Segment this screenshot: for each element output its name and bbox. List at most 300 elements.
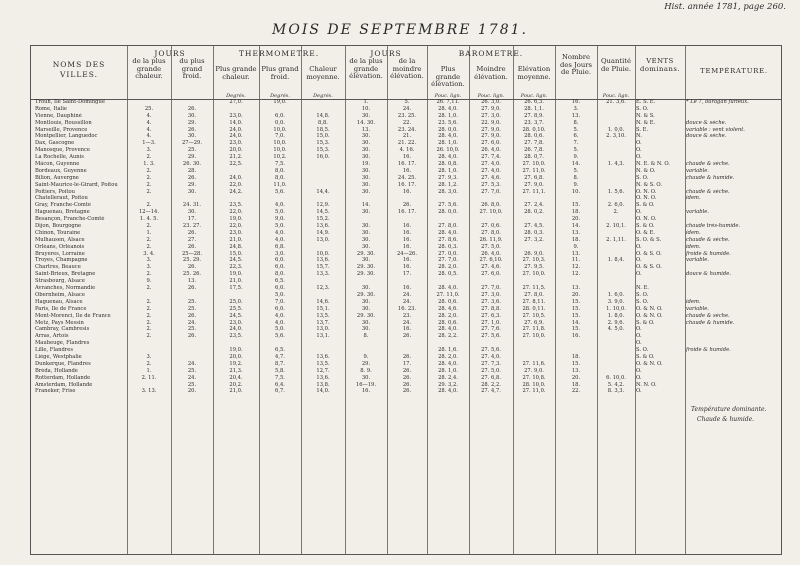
- cell-p2: 27. 9,0.: [481, 105, 501, 112]
- cell-t3: 15,7.: [316, 264, 330, 271]
- cell-w: S. O.: [636, 298, 649, 305]
- cell-t2: 8,0.: [275, 167, 285, 174]
- cell-v: Liège, Westphalie: [35, 353, 82, 360]
- table-row: [31, 161, 781, 168]
- cell-p1: 28. 2,0.: [438, 312, 458, 319]
- cell-n: 8.: [573, 174, 579, 181]
- cell-b2: 16.: [402, 326, 412, 333]
- cell-j2: 26.: [187, 105, 197, 112]
- cell-v: Obernheim, Alsace: [35, 291, 85, 298]
- cell-p1: 26. 10,0.: [436, 147, 460, 154]
- cell-p3: 23. 3,7.: [524, 119, 544, 126]
- cell-t1: 20,2.: [229, 381, 243, 388]
- cell-j2: 25. 26.: [182, 271, 202, 278]
- cell-t3: 13,6.: [316, 353, 330, 360]
- cell-p1: 28. 2,2.: [438, 333, 458, 340]
- page-header-note: Hist. année 1781, page 260.: [664, 2, 786, 12]
- cell-v: Rotterdam, Hollande: [35, 374, 91, 381]
- cell-v: Saint-Brieux, Bretagne: [35, 271, 96, 278]
- cell-v: Avranches, Normandie: [35, 285, 96, 292]
- cell-t1: 22,0.: [229, 181, 243, 188]
- cell-te: chaude & humide.: [686, 174, 735, 181]
- cell-q: 1. 4,3.: [607, 161, 625, 168]
- cell-n: 20.: [571, 291, 581, 298]
- cell-p2: 27. 7,6.: [481, 326, 501, 333]
- table-row: [31, 354, 781, 361]
- cell-b1: 1.: [363, 99, 369, 105]
- cell-p3: 27. 3,2.: [524, 236, 544, 243]
- cell-t3: 10,0.: [316, 250, 330, 257]
- cell-t3: 13,3.: [316, 271, 330, 278]
- cell-b1: 16.: [361, 388, 371, 395]
- cell-p2: 27. 3,6.: [481, 298, 501, 305]
- cell-b2: 26.: [402, 388, 412, 395]
- cell-p2: 26. 4,0.: [481, 147, 501, 154]
- cell-j1: 3.: [146, 264, 152, 271]
- cell-p1: 28. 1,2.: [438, 181, 458, 188]
- cell-w: N. & S. O.: [636, 181, 663, 188]
- cell-t2: 4,0.: [275, 229, 285, 236]
- cell-t1: 17,5.: [229, 285, 243, 292]
- cell-n: 18.: [571, 353, 581, 360]
- cell-t1: 23,0.: [229, 140, 243, 147]
- cell-p1: 28. 1,0.: [438, 367, 458, 374]
- cell-b1: 13.: [361, 126, 371, 133]
- table-row: [31, 264, 781, 271]
- weather-table: [30, 45, 782, 555]
- cell-t1: 24,0.: [229, 133, 243, 140]
- cell-j1: 3. 13.: [141, 388, 157, 395]
- cell-b1: 29. 30.: [356, 291, 376, 298]
- cell-t2: 6,0.: [275, 285, 285, 292]
- cell-j2: 29.: [187, 154, 197, 161]
- cell-n: 7.: [573, 140, 579, 147]
- cell-q: 1. 10,0.: [606, 305, 626, 312]
- cell-b2: 16.: [402, 167, 412, 174]
- cell-j2: 24. 31.: [182, 202, 202, 209]
- cell-p1: 28. 2,0.: [438, 353, 458, 360]
- cell-w: O.: [636, 257, 642, 264]
- cell-t2: 10,0.: [273, 126, 287, 133]
- cell-t2: 10,0.: [273, 140, 287, 147]
- cell-p3: 27. 2,4.: [524, 202, 544, 209]
- cell-te: douce & sèche.: [686, 133, 727, 140]
- cell-v: Manosque, Provence: [35, 147, 90, 154]
- cell-w: O.: [636, 209, 642, 216]
- cell-j1: 4.: [146, 119, 152, 126]
- cell-v: La Rochelle, Aunis: [35, 154, 84, 161]
- cell-j2: 30.: [187, 188, 197, 195]
- cell-v: Haguenau, Alsace: [35, 298, 83, 305]
- cell-q: 21. 3,6.: [606, 99, 626, 105]
- cell-j2: 30.: [187, 112, 197, 119]
- cell-p2: 27. 6,8.: [481, 374, 501, 381]
- cell-n: 13.: [571, 112, 581, 119]
- cell-p1: 28. 1,0.: [438, 167, 458, 174]
- cell-t1: 21,0.: [229, 236, 243, 243]
- cell-p2: 27. 5,3.: [481, 181, 501, 188]
- cell-b2: 26.: [402, 353, 412, 360]
- cell-b2: 26.: [402, 374, 412, 381]
- cell-n: 9.: [573, 243, 579, 250]
- cell-b2: 23. 24.: [397, 126, 417, 133]
- cell-te: chaude très-humide.: [686, 223, 741, 230]
- cell-b1: 30.: [361, 154, 371, 161]
- cell-j1: 4.: [146, 133, 152, 140]
- cell-p2: 27. 5,6.: [481, 333, 501, 340]
- cell-b1: 30.: [361, 174, 371, 181]
- cell-j1: 2.: [146, 326, 152, 333]
- cell-p3: 27. 10,5.: [522, 312, 546, 319]
- cell-n: 6.: [573, 133, 579, 140]
- cell-b1: 30.: [361, 133, 371, 140]
- cell-t1: 19,0.: [229, 216, 243, 223]
- cell-j2: 29.: [187, 119, 197, 126]
- cell-j2: 29.: [187, 181, 197, 188]
- cell-j2: 24.: [187, 374, 197, 381]
- cell-b2: 16. 17.: [397, 209, 417, 216]
- table-row: [31, 202, 781, 209]
- cell-b1: 16—19.: [355, 381, 377, 388]
- cell-n: 5.: [573, 126, 579, 133]
- cell-t2: 4,0.: [275, 202, 285, 209]
- cell-n: 5.: [573, 147, 579, 154]
- cell-j2: 26.: [187, 333, 197, 340]
- cell-v: Strasbourg, Alsace: [35, 278, 85, 285]
- cell-t2: 6,8.: [275, 243, 285, 250]
- cell-j1: 1.: [146, 367, 152, 374]
- cell-t2: 7,5.: [275, 374, 285, 381]
- cell-t1: 22,3.: [229, 264, 243, 271]
- cell-t3: 12,7.: [316, 367, 330, 374]
- cell-v: Vienne, Dauphiné: [35, 112, 82, 119]
- cell-n: 15.: [571, 298, 581, 305]
- cell-v: Dijon, Bourgogne: [35, 223, 82, 230]
- cell-p3: 26. 6,3.: [524, 99, 544, 105]
- cell-t1: 23,0.: [229, 112, 243, 119]
- cell-w: O. & S. O.: [636, 250, 662, 257]
- cell-v: Bilion, Auvergne: [35, 174, 79, 181]
- cell-p3: 28. 0,7.: [524, 154, 544, 161]
- cell-b2: 4. 16.: [399, 147, 415, 154]
- cell-t1: 15,0.: [229, 250, 243, 257]
- cell-b2: 24—26.: [396, 250, 418, 257]
- unit-label: Pouc. lign.: [602, 93, 630, 99]
- cell-te: douce & humide.: [686, 271, 731, 278]
- cell-w: O.: [636, 340, 642, 347]
- cell-t2: 4,0.: [275, 236, 285, 243]
- cell-p2: 27. 4,0.: [481, 353, 501, 360]
- cell-t3: 12,9.: [316, 202, 330, 209]
- cell-n: 20.: [571, 216, 581, 223]
- cell-b1: 8. 9.: [360, 367, 372, 374]
- cell-n: 13.: [571, 285, 581, 292]
- cell-n: 15.: [571, 312, 581, 319]
- cell-q: 2.: [613, 209, 619, 216]
- cell-w: O. & N. O.: [636, 312, 663, 319]
- cell-j2: 13.: [187, 278, 197, 285]
- table-row: [31, 251, 781, 258]
- cell-q: 2. 3,10.: [606, 133, 626, 140]
- cell-n: 14.: [571, 223, 581, 230]
- cell-t3: 14,8.: [316, 112, 330, 119]
- cell-j1: 2.: [146, 202, 152, 209]
- cell-b1: 10.: [361, 105, 371, 112]
- table-row: [31, 285, 781, 292]
- cell-p1: 27. 8,0.: [438, 223, 458, 230]
- cell-b2: 23. 25.: [397, 112, 417, 119]
- table-row: [31, 313, 781, 320]
- cell-t1: 23,5.: [229, 202, 243, 209]
- cell-p3: 27. 11,0.: [522, 388, 546, 395]
- cell-n: 16.: [571, 333, 581, 340]
- cell-p2: 27. 6,0.: [481, 140, 501, 147]
- cell-p3: 27. 10,0.: [522, 271, 546, 278]
- cell-j1: 2.: [146, 319, 152, 326]
- cell-p3: 27. 9,0.: [524, 367, 544, 374]
- table-row: [31, 333, 781, 340]
- cell-j2: 28.: [187, 167, 197, 174]
- cell-te: chaude & sèche.: [686, 312, 730, 319]
- table-row: [31, 257, 781, 264]
- table-row: [31, 306, 781, 313]
- cell-j2: 25.: [187, 326, 197, 333]
- cell-p2: 27. 3,0.: [481, 112, 501, 119]
- header-jours-2: JOURS: [370, 49, 402, 58]
- cell-t1: 24,0.: [229, 126, 243, 133]
- cell-j2: 17.: [187, 216, 197, 223]
- cell-q: 1. 5,6.: [607, 188, 625, 195]
- cell-t1: 23,0.: [229, 319, 243, 326]
- cell-te: chaude & sèche.: [686, 161, 730, 168]
- cell-j1: 3.: [146, 353, 152, 360]
- cell-t2: 6,7.: [275, 388, 285, 395]
- cell-t1: 19,2.: [229, 360, 243, 367]
- cell-p3: 27. 8,11.: [522, 298, 546, 305]
- cell-t3: 15,2.: [316, 216, 330, 223]
- cell-t1: 25,5.: [229, 305, 243, 312]
- table-row: [31, 271, 781, 278]
- cell-v: Mont-Morenci, Ile de France: [35, 312, 111, 319]
- header-quantite-pluie: Quantité de Pluie.: [600, 57, 632, 73]
- cell-j2: 27.: [187, 236, 197, 243]
- cell-j1: 3.: [146, 257, 152, 264]
- cell-p1: 28. 1,0.: [438, 140, 458, 147]
- cell-p2: 26. 11,9.: [479, 236, 503, 243]
- cell-b2: 22.: [402, 119, 412, 126]
- cell-p2: 27. 7,4.: [481, 154, 501, 161]
- cell-t2: 6,5.: [275, 347, 285, 354]
- cell-n: 9.: [573, 181, 579, 188]
- cell-b2: 16. 17.: [397, 181, 417, 188]
- cell-t1: 21,0.: [229, 278, 243, 285]
- cell-n: 20.: [571, 374, 581, 381]
- header-jours-chaleur: de la plus grande chaleur.: [132, 57, 166, 81]
- cell-t2: 0,0.: [275, 119, 285, 126]
- cell-n: 15.: [571, 202, 581, 209]
- cell-v: Arras, Artois: [35, 333, 69, 340]
- cell-b2: 16.: [402, 154, 412, 161]
- cell-j1: 2.: [146, 223, 152, 230]
- cell-p3: 27. 8,0.: [524, 291, 544, 298]
- cell-p1: 28. 1,6.: [438, 347, 458, 354]
- cell-t1: 20,4.: [229, 374, 243, 381]
- cell-t1: 21,0.: [229, 388, 243, 395]
- cell-n: 15.: [571, 305, 581, 312]
- cell-v: Rome, Italie: [35, 105, 67, 112]
- cell-p3: 27. 7,8.: [524, 140, 544, 147]
- cell-v: Maubeuge, Flandres: [35, 340, 90, 347]
- cell-w: S. O.: [636, 174, 649, 181]
- unit-label: Degrés.: [270, 93, 290, 99]
- cell-j1: 2.: [146, 360, 152, 367]
- cell-p2: 27. 7,3.: [481, 360, 501, 367]
- cell-n: 9.: [573, 154, 579, 161]
- cell-v: Metz, Pays Messin: [35, 319, 84, 326]
- cell-v: Trouh, Ile Saint-Domingue: [35, 99, 105, 105]
- cell-b1: 30.: [361, 209, 371, 216]
- cell-b1: 30.: [361, 167, 371, 174]
- cell-q: 2. 10,1.: [606, 223, 626, 230]
- cell-t2: 7,0.: [275, 298, 285, 305]
- cell-j2: 24.: [187, 360, 197, 367]
- cell-j2: 26.: [187, 243, 197, 250]
- cell-t1: 23,5.: [229, 333, 243, 340]
- cell-w: O.: [636, 154, 642, 161]
- cell-j1: 4.: [146, 126, 152, 133]
- cell-p3: 27. 10,3.: [522, 257, 546, 264]
- table-row: [31, 154, 781, 161]
- cell-t3: 13,1.: [316, 333, 330, 340]
- cell-t3: 14,0.: [316, 388, 330, 395]
- cell-w: O.: [636, 271, 642, 278]
- cell-p1: 28. 0,3.: [438, 243, 458, 250]
- cell-t3: 14,5.: [316, 209, 330, 216]
- cell-v: Bordeaux, Guyenne: [35, 167, 87, 174]
- cell-t2: 6,0.: [275, 112, 285, 119]
- cell-p2: 27. 3,0.: [481, 291, 501, 298]
- cell-p3: 27. 4,5.: [524, 223, 544, 230]
- cell-b1: 29. 30.: [356, 312, 376, 319]
- cell-j2: 25.: [187, 305, 197, 312]
- cell-w: N. & O.: [636, 167, 656, 174]
- cell-t1: 20,0.: [229, 147, 243, 154]
- cell-j2: 23. 27.: [182, 223, 202, 230]
- cell-w: O.: [636, 388, 642, 395]
- cell-t3: 15,3.: [316, 147, 330, 154]
- cell-t3: 8,8.: [318, 119, 328, 126]
- cell-p1: 27. 8,6.: [438, 236, 458, 243]
- cell-p1: 28. 0,0.: [438, 126, 458, 133]
- cell-b1: 14. 30.: [356, 119, 376, 126]
- table-row: [31, 375, 781, 382]
- cell-b1: 30.: [361, 112, 371, 119]
- cell-j1: 2.: [146, 285, 152, 292]
- cell-j1: 2.: [146, 333, 152, 340]
- header-jours-moindre-elevation: de la moindre élévation.: [390, 57, 424, 81]
- table-row: [31, 388, 781, 395]
- cell-p2: 27. 7,0.: [481, 188, 501, 195]
- cell-b2: 26.: [402, 202, 412, 209]
- cell-b2: 16.: [402, 223, 412, 230]
- cell-b2: 24. 25.: [397, 174, 417, 181]
- cell-w: O. & E.: [636, 229, 655, 236]
- cell-w: S. O.: [636, 105, 649, 112]
- cell-p3: 27. 11,1.: [522, 188, 546, 195]
- cell-j2: 30.: [187, 209, 197, 216]
- cell-t2: 11,0.: [273, 181, 287, 188]
- cell-p2: 27. 7,0.: [481, 285, 501, 292]
- cell-j1: 4.: [146, 112, 152, 119]
- cell-p3: 27. 11,8.: [522, 326, 546, 333]
- cell-p1: 28. 2,0.: [438, 264, 458, 271]
- cell-w: O. N. O.: [636, 188, 657, 195]
- cell-t2: 6,0.: [275, 257, 285, 264]
- cell-w: S. O.: [636, 347, 649, 354]
- table-row: [31, 209, 781, 216]
- cell-t3: 13,8.: [316, 381, 330, 388]
- cell-t2: 7,0.: [275, 133, 285, 140]
- cell-j1: 2.: [146, 243, 152, 250]
- cell-t3: 13,5.: [316, 312, 330, 319]
- cell-b2: 24.: [402, 319, 412, 326]
- cell-q: 4. 5,0.: [607, 326, 625, 333]
- cell-j2: 25. 29.: [182, 257, 202, 264]
- cell-b2: 16.: [402, 229, 412, 236]
- cell-w: S. & O.: [636, 319, 655, 326]
- header-jours-grande-elevation: de la plus grande élévation.: [349, 57, 383, 81]
- cell-t1: 24,0.: [229, 326, 243, 333]
- unit-label: Pouc. lign.: [477, 93, 505, 99]
- cell-p1: 28. 0,8.: [438, 161, 458, 168]
- cell-t2: 6,0.: [275, 264, 285, 271]
- cell-p1: 27. 5,6.: [438, 202, 458, 209]
- cell-p1: 28. 3,0.: [438, 188, 458, 195]
- cell-n: 12.: [571, 264, 581, 271]
- table-row: [31, 320, 781, 327]
- table-row: [31, 230, 781, 237]
- cell-v: Troyes, Champagne: [35, 257, 88, 264]
- cell-q: 3. 9,0.: [607, 298, 625, 305]
- cell-n: 18.: [571, 209, 581, 216]
- cell-q: 1. 0,0.: [607, 126, 625, 133]
- cell-p2: 26. 4,0.: [481, 250, 501, 257]
- cell-v: Cambray, Cambresis: [35, 326, 90, 333]
- cell-q: 1. 8,0.: [607, 312, 625, 319]
- cell-te: idem.: [686, 195, 701, 202]
- cell-b2: 16. 17.: [397, 161, 417, 168]
- cell-p3: 26. 7,8.: [524, 147, 544, 154]
- cell-w: O. & N. O.: [636, 305, 663, 312]
- cell-w: O. N. O.: [636, 216, 657, 223]
- cell-j2: 26.: [187, 312, 197, 319]
- cell-t3: 14,6.: [316, 298, 330, 305]
- cell-p1: 28. 4,0.: [438, 154, 458, 161]
- header-plus-grande-chaleur: Plus grande chaleur.: [215, 65, 257, 81]
- header-jours-froid: du plus grand froid.: [179, 57, 205, 81]
- table-row: [31, 168, 781, 175]
- cell-p1: 28. 4,0.: [438, 105, 458, 112]
- cell-p3: 27. 9,5.: [524, 264, 544, 271]
- cell-p2: 27. 9,0.: [481, 126, 501, 133]
- cell-t2: 4,7.: [275, 353, 285, 360]
- cell-w: O.: [636, 367, 642, 374]
- cell-p2: 27. 4,7.: [481, 388, 501, 395]
- cell-p3: 27. 11,5.: [522, 285, 546, 292]
- cell-w: O.: [636, 243, 642, 250]
- table-row: [31, 299, 781, 306]
- cell-j2: 26.: [187, 285, 197, 292]
